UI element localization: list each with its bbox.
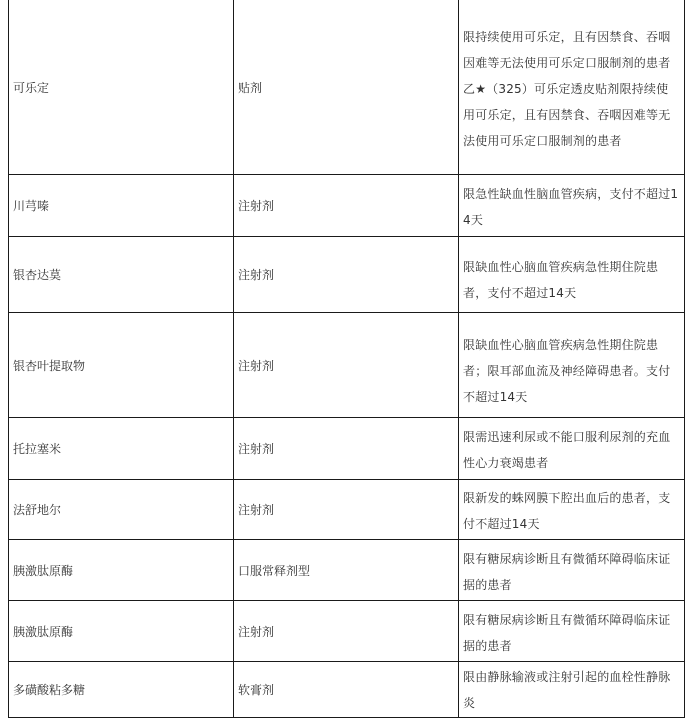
payment-limit-cell: 限由静脉输液或注射引起的血栓性静脉炎 xyxy=(459,662,685,718)
drug-name-cell: 银杏达莫 xyxy=(9,237,234,313)
drug-name-cell: 胰激肽原酶 xyxy=(9,601,234,662)
drug-restriction-table xyxy=(8,0,685,718)
payment-limit-cell: 限有糖尿病诊断且有微循环障碍临床证据的患者 xyxy=(459,601,685,662)
table-row xyxy=(9,418,685,480)
drug-name-cell: 银杏叶提取物 xyxy=(9,313,234,418)
table-row xyxy=(9,480,685,540)
payment-limit-cell: 限缺血性心脑血管疾病急性期住院患者；限耳部血流及神经障碍患者。支付不超过14天 xyxy=(459,313,685,418)
payment-limit-cell: 限缺血性心脑血管疾病急性期住院患者，支付不超过14天 xyxy=(459,237,685,313)
dosage-form-cell: 注射剂 xyxy=(234,480,459,540)
drug-name-cell: 胰激肽原酶 xyxy=(9,540,234,601)
table-row xyxy=(9,313,685,418)
payment-limit-cell: 限持续使用可乐定，且有因禁食、吞咽因难等无法使用可乐定口服制剂的患者乙★（325）可乐定透皮贴剂限持续使用可乐定，且有因禁食、吞咽因难等无法使用可乐定口服制剂的患者 xyxy=(459,0,685,175)
drug-name-cell: 多磺酸粘多糖 xyxy=(9,662,234,718)
dosage-form-cell: 软膏剂 xyxy=(234,662,459,718)
drug-name-cell: 可乐定 xyxy=(9,0,234,175)
dosage-form-cell: 注射剂 xyxy=(234,601,459,662)
drug-name-cell: 托拉塞米 xyxy=(9,418,234,480)
dosage-form-cell: 注射剂 xyxy=(234,175,459,237)
dosage-form-cell: 注射剂 xyxy=(234,418,459,480)
table-row xyxy=(9,601,685,662)
dosage-form-cell: 贴剂 xyxy=(234,0,459,175)
payment-limit-cell: 限新发的蛛网膜下腔出血后的患者，支付不超过14天 xyxy=(459,480,685,540)
drug-name-cell: 川芎嗪 xyxy=(9,175,234,237)
payment-limit-cell: 限有糖尿病诊断且有微循环障碍临床证据的患者 xyxy=(459,540,685,601)
dosage-form-cell: 注射剂 xyxy=(234,237,459,313)
table-row xyxy=(9,540,685,601)
dosage-form-cell: 口服常释剂型 xyxy=(234,540,459,601)
table-row xyxy=(9,237,685,313)
payment-limit-cell: 限急性缺血性脑血管疾病，支付不超过14天 xyxy=(459,175,685,237)
drug-name-cell: 法舒地尔 xyxy=(9,480,234,540)
table-row xyxy=(9,175,685,237)
table-row xyxy=(9,0,685,175)
payment-limit-cell: 限需迅速利尿或不能口服利尿剂的充血性心力衰竭患者 xyxy=(459,418,685,480)
table-row xyxy=(9,662,685,718)
dosage-form-cell: 注射剂 xyxy=(234,313,459,418)
